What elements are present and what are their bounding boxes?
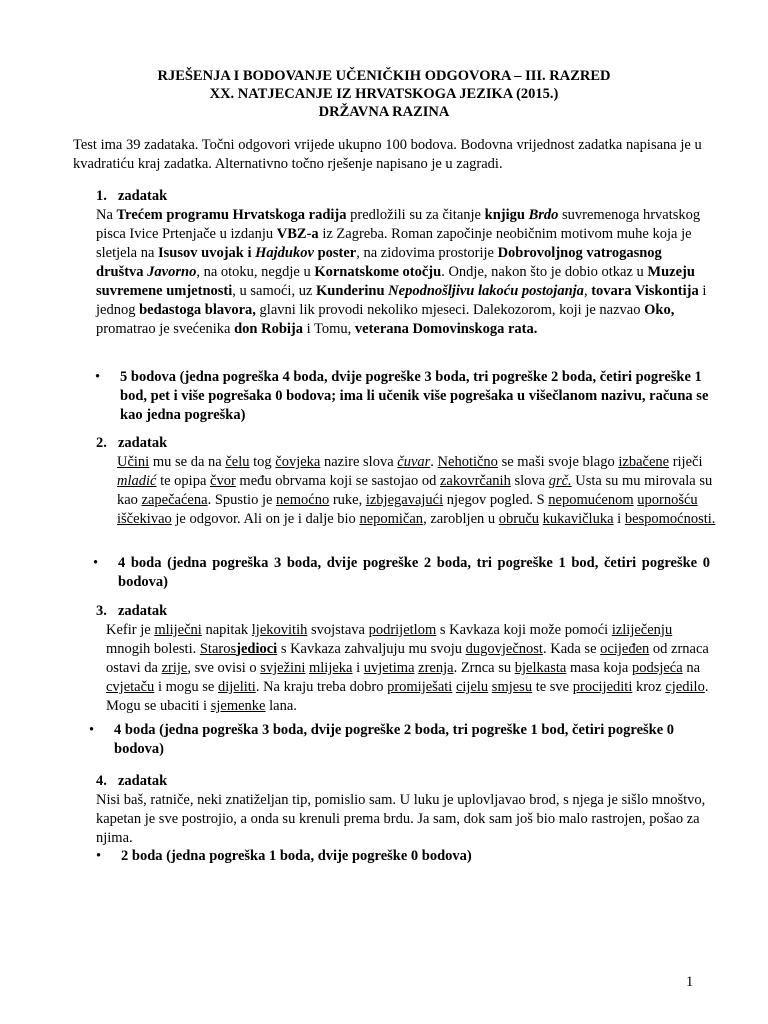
paragraph-run: čovjeka (275, 454, 321, 470)
paragraph-run: promiješati (387, 679, 453, 695)
task-2-scoring (93, 554, 710, 592)
paragraph-run: procijediti (572, 679, 633, 695)
paragraph-run: njegov pogled. S (443, 492, 549, 508)
paragraph-run: čvor (210, 473, 236, 489)
paragraph-run: s Kavkaza zahvaljuju mu svoju (277, 641, 466, 657)
paragraph-run: Oko, (644, 302, 675, 318)
paragraph-run: Nehotično (437, 454, 498, 470)
paragraph-run: od zrnaca ostavi da (106, 641, 709, 676)
task-4-scoring (96, 847, 711, 866)
paragraph-run: smjesu (491, 679, 533, 695)
paragraph-run: ljekovitih (251, 622, 308, 638)
paragraph-run: , na zidovima prostorije (356, 245, 498, 261)
paragraph-run: VBZ-a (276, 226, 319, 242)
paragraph-run: nazire slova (320, 454, 398, 470)
bullet-icon: • (93, 555, 99, 571)
paragraph-run: kukavičluka (542, 511, 614, 527)
paragraph-run: na (682, 660, 700, 676)
task-label: zadatak (118, 188, 168, 204)
bullet-icon: • (95, 369, 101, 385)
paragraph-run: ruke, (329, 492, 366, 508)
paragraph-run: don Robija (234, 321, 303, 337)
paragraph-run: i Tomu, (303, 321, 355, 337)
paragraph-run: slova (510, 473, 549, 489)
paragraph-run: Staros (199, 641, 237, 657)
paragraph-run: Muzeju suvremene umjetnosti (96, 264, 695, 299)
paragraph-run: Nisi baš, ratniče, neki znatiželjan tip, pomislio sam. U luku je uplovljavao brod, s njega je sišlo mnoštvo, kapetan je sve postrojio, a onda su krenuli prema brdu. Ja sam, dok sam još bio malo rastrojen, pošao za njima. (96, 792, 706, 846)
paragraph-run: izbjegavajući (365, 492, 444, 508)
paragraph-run: predložili su za čitanje (346, 207, 485, 223)
paragraph-run: Javorno (147, 264, 197, 280)
paragraph-run: zrije (161, 660, 188, 676)
paragraph-run: . (430, 454, 438, 470)
paragraph-run: zrenja (418, 660, 454, 676)
paragraph-run: Nepodnošljivu lakoću postojanja (388, 283, 584, 299)
paragraph-run: veterana Domovinskoga rata. (354, 321, 538, 337)
paragraph-run: podrijetlom (368, 622, 437, 638)
task-label: zadatak (118, 773, 168, 789)
paragraph-run: . Spustio je (207, 492, 277, 508)
title-line-2: XX. NATJECANJE IZ HRVATSKOGA JEZIKA (2015.) (209, 86, 559, 102)
paragraph-run: poster (313, 245, 357, 261)
paragraph-run: dijeliti (217, 679, 256, 695)
paragraph-run: te sve (532, 679, 573, 695)
paragraph-run: lana. (265, 698, 297, 714)
task-heading (96, 602, 716, 621)
paragraph-run: Kefir je (106, 622, 155, 638)
paragraph-run: tovara Viskontija (591, 283, 699, 299)
paragraph-run: čelu (225, 454, 250, 470)
paragraph-run: obruču (498, 511, 540, 527)
paragraph-run: tog (249, 454, 276, 470)
paragraph-run: svojstava (307, 622, 369, 638)
paragraph-run: mu se da na (149, 454, 226, 470)
paragraph-run: se maši svoje blago (497, 454, 619, 470)
paragraph-run: s Kavkaza koji može pomoći (436, 622, 612, 638)
scoring-text: 2 boda (jedna pogreška 1 boda, dvije pogreške 0 bodova) (121, 848, 472, 864)
paragraph-run: bjelkasta (514, 660, 567, 676)
paragraph-run: bedastoga blavora, (139, 302, 256, 318)
paragraph-run: riječi (669, 454, 703, 470)
bullet-icon: • (89, 722, 95, 738)
paragraph-run: . Na kraju treba dobro (255, 679, 388, 695)
paragraph-run: knjigu (484, 207, 529, 223)
paragraph-run: masa koja (566, 660, 632, 676)
paragraph-run: mliječni (154, 622, 202, 638)
paragraph-run: Učini (117, 454, 150, 470)
paragraph-run: bespomoćnosti. (624, 511, 716, 527)
task-paragraph (96, 453, 716, 529)
paragraph-run: mlijeka (308, 660, 353, 676)
paragraph-run: nepomućenom (548, 492, 634, 508)
intro-paragraph: Test ima 39 zadataka. Točni odgovori vrijede ukupno 100 bodova. Bodovna vrijednost zadatka napisana je u kvadratiću kraj zadatka. Alternativno točno rješenje napisano je u zagradi. (73, 137, 702, 172)
task-label: zadatak (118, 603, 168, 619)
paragraph-run: cvjetaču (106, 679, 155, 695)
paragraph-run: izbačene (618, 454, 670, 470)
paragraph-run: Kunderinu (316, 283, 389, 299)
paragraph-run: Dobrovoljnog vatrogasnog društva (96, 245, 662, 280)
paragraph-run: Hajdukov (255, 245, 314, 261)
paragraph-run: Usta su mu mirovala su kao (117, 473, 713, 508)
paragraph-run: cjedilo (665, 679, 705, 695)
task-paragraph (96, 621, 716, 716)
paragraph-run: podsjeća (631, 660, 683, 676)
paragraph-run: te opipa (156, 473, 211, 489)
paragraph-run: Kornatskome otočju (314, 264, 442, 280)
task-4 (96, 772, 716, 848)
page-number: 1 (686, 974, 694, 990)
paragraph-run: suvremenoga hrvatskog pisca Ivice Prtenjače u izdanju (96, 207, 701, 242)
task-number: 2. (96, 435, 107, 451)
paragraph-run: i jednog (96, 283, 707, 318)
paragraph-run: zakovrčanih (439, 473, 511, 489)
title-line-1: RJEŠENJA I BODOVANJE UČENIČKIH ODGOVORA – III. RAZRED (157, 68, 611, 84)
paragraph-run: nepomičan (359, 511, 424, 527)
scoring-text: 5 bodova (jedna pogreška 4 boda, dvije pogreške 3 boda, tri pogreške 2 boda, četiri pogreške 1 bod, pet i više pogrešaka 0 bodova; ima li učenik više pogrešaka u višečlanom nazivu, računa se kao jedna pogreška) (120, 369, 709, 423)
paragraph-run: upornošću (637, 492, 698, 508)
paragraph-run: i (352, 660, 364, 676)
paragraph-run: mnogih bolesti. (106, 641, 200, 657)
paragraph-run: , u samoći, uz (232, 283, 317, 299)
paragraph-run: i (613, 511, 625, 527)
task-paragraph (96, 791, 716, 848)
paragraph-run: među obrvama koji se sastojao od (235, 473, 440, 489)
paragraph-run: jedioci (236, 641, 278, 657)
task-label: zadatak (118, 435, 168, 451)
scoring-text: 4 boda (jedna pogreška 3 boda, dvije pogreške 2 boda, tri pogreške 1 bod, četiri pogreške 0 bodova) (114, 722, 675, 757)
paragraph-run: iz Zagreba. Roman započinje neobičnim motivom muhe koja je sletjela na (96, 226, 692, 261)
paragraph-run: ocijeđen (600, 641, 650, 657)
paragraph-run: . Kada se (542, 641, 601, 657)
task-number: 3. (96, 603, 107, 619)
task-3 (96, 602, 716, 716)
paragraph-run: dugovječnost (465, 641, 543, 657)
paragraph-run: . Zrnca su (453, 660, 515, 676)
task-1 (96, 187, 711, 339)
paragraph-run: zapečaćena (141, 492, 208, 508)
paragraph-run: promatrao je svećenika (96, 321, 235, 337)
title-line-3: DRŽAVNA RAZINA (318, 104, 450, 120)
task-heading (96, 772, 716, 791)
paragraph-run: izliječenju (611, 622, 673, 638)
paragraph-run: Isusov uvojak i (158, 245, 256, 261)
paragraph-run: mladić (117, 473, 157, 489)
paragraph-run: , na otoku, negdje u (196, 264, 315, 280)
paragraph-run: uvjetima (363, 660, 415, 676)
paragraph-run: , sve ovisi o (187, 660, 261, 676)
paragraph-run: kroz (632, 679, 666, 695)
paragraph-run: svježini (260, 660, 306, 676)
paragraph-run: , (583, 283, 592, 299)
paragraph-run: . Ondje, nakon što je dobio otkaz u (441, 264, 648, 280)
task-paragraph (96, 206, 711, 339)
paragraph-run: glavni lik provodi nekoliko mjeseci. Dalekozorom, koji je nazvao (255, 302, 645, 318)
document-title (0, 67, 768, 121)
paragraph-run: grč. (548, 473, 572, 489)
paragraph-run: je odgovor. Ali on je i dalje bio (171, 511, 360, 527)
paragraph-run: Trećem programu Hrvatskoga radija (116, 207, 347, 223)
task-number: 4. (96, 773, 107, 789)
paragraph-run: iščekivao (117, 511, 172, 527)
paragraph-run: Na (96, 207, 117, 223)
paragraph-run: , zarobljen u (423, 511, 499, 527)
task-heading (96, 187, 711, 206)
task-1-scoring (95, 368, 710, 425)
task-heading (96, 434, 716, 453)
paragraph-run: i mogu se (154, 679, 218, 695)
paragraph-run: čuvar (397, 454, 431, 470)
task-number: 1. (96, 188, 107, 204)
paragraph-run: nemoćno (276, 492, 330, 508)
task-2 (96, 434, 716, 529)
paragraph-run: napitak (201, 622, 252, 638)
bullet-icon: • (96, 848, 102, 864)
paragraph-run: . Mogu se ubaciti i (106, 679, 709, 714)
paragraph-run: Brdo (528, 207, 559, 223)
paragraph-run: sjemenke (210, 698, 266, 714)
paragraph-run: cijelu (455, 679, 489, 695)
scoring-text: 4 boda (jedna pogreška 3 boda, dvije pogreške 2 boda, tri pogreške 1 bod, četiri pogreške 0 bodova) (118, 555, 710, 590)
task-3-scoring (89, 721, 714, 759)
